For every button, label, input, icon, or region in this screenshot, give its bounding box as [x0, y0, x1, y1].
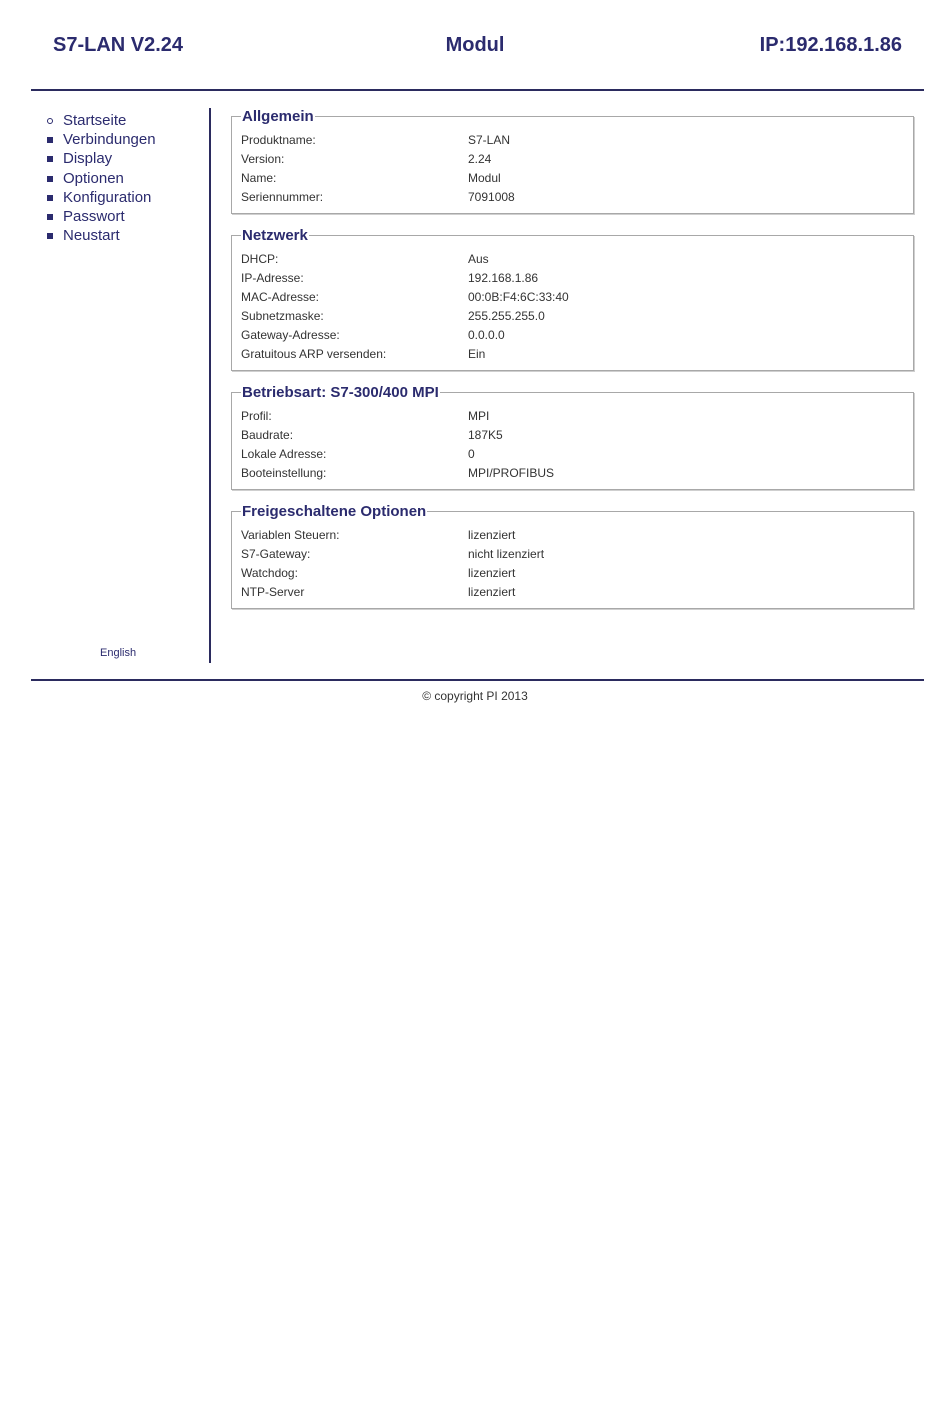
row-value: 0: [468, 447, 475, 461]
row-label: Baudrate:: [241, 428, 294, 442]
info-row: [241, 564, 913, 583]
row-label: Subnetzmaske:: [241, 309, 324, 323]
nav-item-neustart[interactable]: [47, 226, 156, 245]
nav-item-label: Optionen: [63, 169, 124, 187]
nav-item-label: Konfiguration: [63, 188, 152, 206]
row-value: MPI: [468, 409, 490, 423]
row-label: Gratuitous ARP versenden:: [241, 347, 387, 361]
nav-item-verbindungen[interactable]: [47, 130, 156, 149]
sidebar: [31, 108, 211, 663]
info-row: [241, 131, 913, 150]
row-value: Ein: [468, 347, 486, 361]
section-title: Freigeschaltene Optionen: [242, 503, 427, 520]
row-value: lizenziert: [468, 566, 516, 580]
info-row: [241, 307, 913, 326]
nav-item-label: Verbindungen: [63, 131, 156, 149]
row-value: 00:0B:F4:6C:33:40: [468, 290, 569, 304]
row-label: IP-Adresse:: [241, 271, 304, 285]
info-row: [241, 288, 913, 307]
row-label: Version:: [241, 152, 285, 166]
info-row: [241, 326, 913, 345]
row-value: 187K5: [468, 428, 503, 442]
row-label: Seriennummer:: [241, 190, 324, 204]
language-link[interactable]: English: [100, 647, 137, 659]
nav-item-label: Display: [63, 150, 113, 168]
row-value: lizenziert: [468, 528, 516, 542]
row-value: Modul: [468, 171, 501, 185]
row-value: 7091008: [468, 190, 515, 204]
header-divider: [31, 89, 924, 91]
info-row: [241, 269, 913, 288]
nav-item-passwort[interactable]: [47, 207, 156, 226]
row-label: Gateway-Adresse:: [241, 328, 340, 342]
info-row: [241, 250, 913, 269]
row-label: Profil:: [241, 409, 272, 423]
row-value: Aus: [468, 252, 489, 266]
footer-divider: [31, 679, 924, 681]
nav-item-display[interactable]: [47, 149, 156, 168]
row-label: Watchdog:: [241, 566, 298, 580]
circle-bullet-icon: [47, 112, 63, 131]
section-optionen: [231, 503, 914, 609]
info-row: [241, 464, 913, 483]
nav-menu: [47, 111, 156, 245]
square-bullet-icon: [47, 189, 63, 208]
nav-item-label: Neustart: [63, 227, 120, 245]
row-label: MAC-Adresse:: [241, 290, 320, 304]
row-label: Name:: [241, 171, 277, 185]
square-bullet-icon: [47, 208, 63, 227]
row-value: 2.24: [468, 152, 492, 166]
info-row: [241, 426, 913, 445]
row-label: Lokale Adresse:: [241, 447, 327, 461]
row-label: S7-Gateway:: [241, 547, 311, 561]
row-value: lizenziert: [468, 585, 516, 599]
info-row: [241, 407, 913, 426]
row-value: nicht lizenziert: [468, 547, 545, 561]
nav-item-label: Startseite: [63, 112, 127, 129]
section-title: Netzwerk: [242, 227, 308, 244]
nav-item-optionen[interactable]: [47, 169, 156, 188]
info-row: [241, 526, 913, 545]
nav-item-label: Passwort: [63, 207, 125, 225]
row-value: 0.0.0.0: [468, 328, 505, 342]
nav-item-startseite[interactable]: [47, 111, 156, 130]
section-netzwerk: [231, 227, 914, 371]
square-bullet-icon: [47, 170, 63, 189]
nav-item-konfiguration[interactable]: [47, 188, 156, 207]
main-content: [231, 108, 914, 622]
square-bullet-icon: [47, 131, 63, 150]
info-row: [241, 169, 913, 188]
row-label: NTP-Server: [241, 585, 305, 599]
section-title: Allgemein: [242, 108, 314, 125]
section-betriebsart: [231, 384, 914, 490]
section-title: Betriebsart: S7-300/400 MPI: [242, 384, 439, 401]
info-row: [241, 345, 913, 364]
info-row: [241, 583, 913, 602]
ip-address-title: IP:192.168.1.86: [759, 34, 902, 56]
row-value: S7-LAN: [468, 133, 511, 147]
square-bullet-icon: [47, 227, 63, 246]
row-label: DHCP:: [241, 252, 279, 266]
copyright-text: © copyright PI 2013: [422, 689, 528, 703]
info-row: [241, 150, 913, 169]
row-value: 255.255.255.0: [468, 309, 545, 323]
info-row: [241, 188, 913, 207]
info-row: [241, 445, 913, 464]
product-title: S7-LAN V2.24: [53, 34, 184, 56]
row-value: MPI/PROFIBUS: [468, 466, 555, 480]
row-label: Produktname:: [241, 133, 316, 147]
module-name: Modul: [445, 34, 505, 56]
row-value: 192.168.1.86: [468, 271, 539, 285]
page-header: [0, 0, 950, 90]
row-label: Variablen Steuern:: [241, 528, 340, 542]
section-allgemein: [231, 108, 914, 214]
info-row: [241, 545, 913, 564]
row-label: Booteinstellung:: [241, 466, 327, 480]
square-bullet-icon: [47, 150, 63, 169]
